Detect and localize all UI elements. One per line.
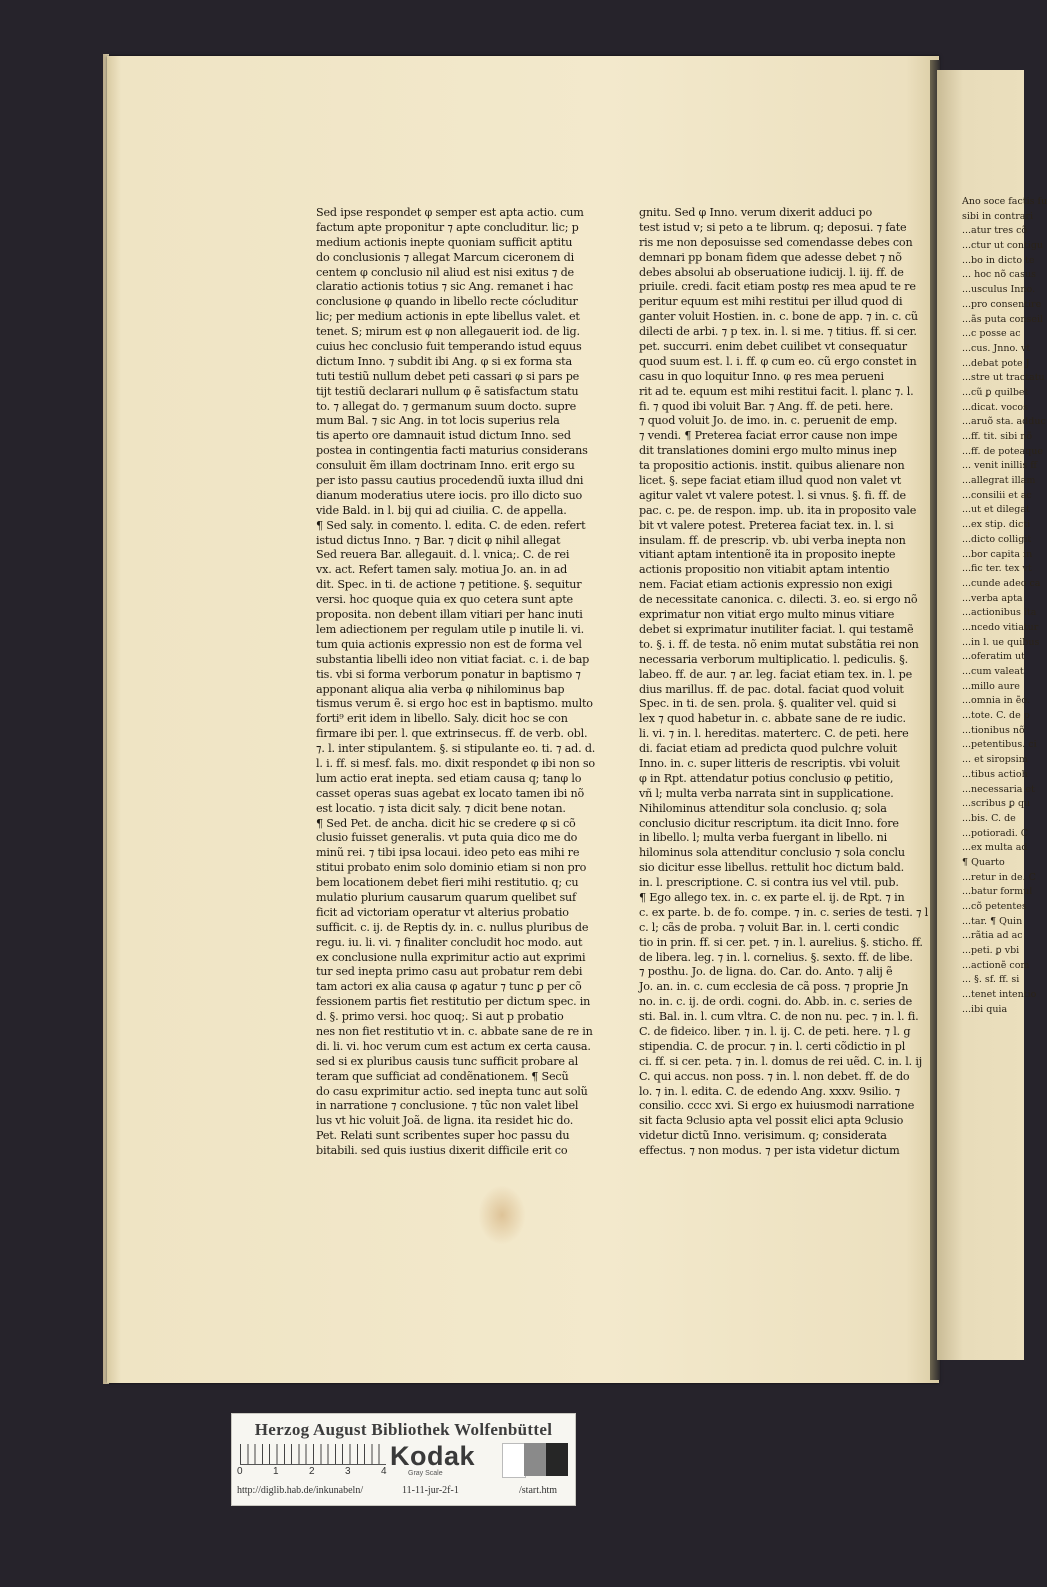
- text-line: lem adiectionem per regulam utile p inutile li. vi.: [316, 622, 584, 636]
- text-line: ...scribus ꝑ qu: [962, 798, 1031, 810]
- text-line: lic; per medium actionis in epte libellus valet. et: [316, 310, 580, 324]
- card-identifier: 11-11-jur-2f-1: [402, 1485, 459, 1496]
- ruler-scale: [240, 1444, 386, 1465]
- text-line: ...cũ ꝑ quilbet: [962, 386, 1029, 398]
- text-line: ...usculus Inno.: [962, 284, 1036, 296]
- ruler-number: 4: [381, 1466, 387, 1477]
- text-line: clusio fuisset generalis. vt puta quia dico me do: [316, 831, 578, 845]
- text-line: vitiant aptam intentionẽ ita in proposito inepte: [639, 548, 896, 562]
- text-line: medium actionis inepte quoniam sufficit aptitu: [316, 235, 573, 249]
- text-line: ...pro consentire: [962, 298, 1042, 310]
- text-line: minũ rei. ⁊ tibi ipsa locaui. ideo peto eas mihi re: [316, 846, 580, 860]
- text-line: demnari pp bonam fidem que adesse debet ⁊ nõ: [639, 250, 902, 264]
- text-line: conclusio dicitur rescriptum. ita dicit Inno. fore: [639, 816, 899, 830]
- text-line: φ in Rpt. attendatur potius conclusio φ petitio,: [639, 771, 894, 785]
- text-line: ...cõ petentes: [962, 901, 1027, 912]
- text-line: istud dictus Inno. ⁊ Bar. ⁊ dicit φ nihil allegat: [316, 533, 561, 547]
- text-line: necessaria verborum multiplicatio. l. pediculis. §.: [639, 652, 909, 666]
- text-line: stitui probato enim solo dominio etiam si non pro: [316, 861, 587, 875]
- text-line: ...cus. Jnno. vt: [962, 342, 1031, 354]
- text-line: ...rãtia ad ac: [962, 930, 1023, 942]
- text-line: ...potioradi. C: [962, 827, 1029, 839]
- text-line: tum quia actionis expressio non est de forma vel: [316, 637, 582, 651]
- text-line: ganter voluit Hostien. in. c. bone de app. ⁊ in. c. cũ: [639, 310, 918, 324]
- text-line: debes absolui ab obseruatione iudicij. l. iij. ff. de: [639, 265, 904, 279]
- text-line: ...cunde adeo ca: [962, 577, 1041, 589]
- text-line: ficit ad victoriam operatur vt alterius probatio: [316, 905, 569, 919]
- text-line: ...millo aure: [962, 680, 1020, 692]
- text-line: ...actionẽ com: [962, 959, 1030, 971]
- text-line: per isto passu cautius procedendũ iuxta illud dni: [316, 474, 584, 488]
- text-line: vide Bald. in l. bij qui ad ciuilia. C. de appella.: [316, 503, 567, 517]
- text-line: ex conclusione nulla exprimitur actio aut exprimi: [316, 950, 586, 964]
- text-line: pet. succurri. enim debet cuilibet vt consequatur: [639, 340, 907, 354]
- text-line: ...debat pote J: [962, 357, 1030, 369]
- text-line: ...tionibus nõ: [962, 724, 1025, 736]
- text-line: d. §. primo versi. hoc quoq;. Si aut p probatio: [316, 1010, 564, 1024]
- text-line: cuius hec conclusio fuit temperando istud equus: [316, 340, 582, 354]
- text-line: ...dicto colligit: [962, 533, 1032, 545]
- text-line: ...peti. ꝑ vbi: [962, 945, 1020, 957]
- gray-patch-dark: [546, 1443, 568, 1476]
- text-line: peritur equum est mihi restitui per illud quod di: [639, 295, 903, 309]
- text-line: ...tote. C. de p: [962, 710, 1030, 722]
- text-line: ...ncedo vitiatur: [962, 621, 1039, 633]
- text-line: in. l. prescriptione. C. si contra ius vel vtil. pub.: [639, 876, 899, 890]
- text-line: firmare ibi per. l. que extrinsecus. ff. de verb. obl.: [316, 727, 588, 741]
- text-line: ¶ Sed saly. in comento. l. edita. C. de eden. refert: [316, 518, 586, 532]
- text-line: ...ff. de poteaque: [962, 445, 1043, 457]
- text-line: ris me non deposuisse sed comendasse debes con: [639, 235, 913, 249]
- text-line: proposita. non debent illam vitiari per hanc inuti: [316, 608, 583, 622]
- text-line: l. i. ff. si mesf. fals. mo. dixit respondet φ ibi non so: [316, 756, 595, 770]
- card-start-label: /start.htm: [519, 1485, 558, 1496]
- text-line: versi. hoc quoque quia ex quo cetera sunt apte: [316, 593, 573, 607]
- text-line: C. qui accus. non poss. ⁊ in. l. non debet. ff. de do: [639, 1069, 910, 1083]
- text-line: claratio actionis totius ⁊ sic Ang. remanet i hac: [316, 280, 573, 294]
- text-line: ta propositio actionis. instit. quibus alienare non: [639, 459, 905, 473]
- text-line: est locatio. ⁊ ista dicit saly. ⁊ dicit bene notan.: [316, 801, 566, 815]
- text-line: sti. Bal. in. l. cum vltra. C. de non nu. pec. ⁊ in. l. fi.: [639, 1010, 919, 1024]
- text-line: ...aruõ sta. adduc: [962, 416, 1046, 428]
- text-line: ...necessaria et: [962, 783, 1035, 795]
- text-line: ...stre ut tractatu: [962, 372, 1045, 384]
- text-line: bitabili. sed quis iustius dixerit difficile erit co: [316, 1144, 568, 1158]
- facing-page-text: [962, 195, 1047, 1018]
- text-line: tis aperto ore damnauit istud dictum Inno. sed: [316, 429, 571, 443]
- text-line: ...ex multa ad: [962, 842, 1028, 854]
- text-line: sed si ex pluribus causis tunc sufficit probare al: [316, 1054, 579, 1068]
- text-line: vñ l; multa verba narrata sint in supplicatione.: [639, 786, 894, 800]
- text-line: do casu exprimitur actio. sed inepta tunc aut solũ: [316, 1084, 588, 1098]
- text-line: hilominus sola attenditur conclusio ⁊ sola conclu: [639, 846, 905, 860]
- text-line: ...batur formul: [962, 886, 1033, 898]
- text-line: c. ex parte. b. de fo. compe. ⁊ in. c. series de testi. ⁊ l: [639, 905, 929, 919]
- text-line: ...fic ter. tex vt: [962, 563, 1032, 575]
- text-line: videtur dictũ Inno. verisimum. q; considerata: [639, 1129, 887, 1143]
- text-line: ¶ Sed Pet. de ancha. dicit hic se credere φ si cõ: [316, 816, 576, 830]
- text-line: dit. Spec. in ti. de actione ⁊ petitione. §. sequitur: [316, 578, 582, 592]
- text-line: to. §. i. ff. de testa. nõ enim mutat substãtia rei non: [639, 637, 919, 651]
- text-line: ...retur in de. C: [962, 871, 1036, 883]
- gray-scale-label: Gray Scale: [408, 1470, 443, 1477]
- text-line: effectus. ⁊ non modus. ⁊ per ista videtur dictum: [639, 1144, 900, 1158]
- text-line: ⁊ vendi. ¶ Preterea faciat error cause non impe: [639, 429, 898, 443]
- text-line: postea in contingentia facti maturius considerans: [316, 444, 588, 458]
- text-line: Inno. in. c. super litteris de rescriptis. vbi voluit: [639, 756, 900, 770]
- text-line: ...in l. ue quibus: [962, 636, 1040, 648]
- text-line: ... venit inillis ff: [962, 460, 1038, 472]
- text-line: centem φ conclusio nil aliud est nisi exitus ⁊ de: [316, 265, 574, 279]
- text-line: c. l; cãs de proba. ⁊ voluit Bar. in. l. certi condic: [639, 920, 899, 934]
- text-line: de libera. leg. ⁊ in. l. cornelius. §. sexto. ff. de libe.: [639, 950, 913, 964]
- text-line: ...bis. C. de: [962, 812, 1016, 824]
- text-line: rit ad te. equum est mihi restitui facit. l. planc ⁊. l.: [639, 384, 914, 398]
- text-line: dius marillus. ff. de pac. dotal. faciat quod voluit: [639, 682, 904, 696]
- text-line: factum apte proponitur ⁊ apte concluditur. lic; p: [316, 220, 579, 234]
- text-line: casset operas suas agebat ex locato tamen ibi nõ: [316, 786, 585, 800]
- text-line: insulam. ff. de prescrip. vb. ubi verba inepta non: [639, 533, 906, 547]
- text-line: ...bor capita in: [962, 548, 1033, 560]
- text-line: conclusione φ quando in libello recte cócluditur: [316, 295, 578, 309]
- text-line: ¶ Quarto: [962, 856, 1005, 868]
- text-line: ...bo in dicto te: [962, 254, 1035, 266]
- text-line: ...actionibus ita: [962, 607, 1037, 619]
- text-line: ... §. sf. ff. si: [962, 974, 1020, 986]
- text-line: actionis propositio non vitiabit aptam intentio: [639, 563, 890, 577]
- text-line: sio dicitur esse libellus. rettulit hoc dictum bald.: [639, 861, 904, 875]
- text-line: ...allegrat illam: [962, 475, 1036, 487]
- text-line: ...ex stip. dicti: [962, 519, 1031, 531]
- text-line: gnitu. Sed φ Inno. verum dixerit adduci po: [639, 206, 873, 219]
- text-line: Sed reuera Bar. allegauit. d. l. vnica;. C. de rei: [316, 548, 570, 562]
- text-line: li. vi. ⁊ in. l. hereditas. materterc. C. de peti. here: [639, 727, 909, 741]
- gray-patch-mid: [524, 1443, 546, 1476]
- text-line: licet. §. sepe faciat etiam illud quod non valet vt: [639, 474, 901, 488]
- text-line: Spec. in ti. de sen. prola. §. qualiter vel. quid si: [639, 697, 897, 711]
- ruler-number: 2: [309, 1466, 315, 1477]
- text-line: di. faciat etiam ad predicta quod pulchre voluit: [639, 742, 898, 756]
- text-line: tam actori ex alia causa φ agatur ⁊ tunc ꝑ per cõ: [316, 980, 582, 994]
- text-line: ...omnia in ẽo.: [962, 695, 1030, 707]
- text-line: Nihilominus attenditur sola conclusio. q; sola: [639, 801, 887, 815]
- text-line: no. in. c. ij. de ordi. cogni. do. Abb. in. c. series de: [639, 995, 913, 1009]
- text-line: bit vt valere potest. Preterea faciat tex. in. l. si: [639, 518, 894, 532]
- text-line: bem locationem debet fieri mihi restitutio. q; cu: [316, 876, 579, 890]
- text-column-right: [639, 206, 929, 1159]
- text-line: tur sed inepta primo casu aut probatur rem debi: [316, 965, 583, 979]
- text-line: dianum moderatius utere iocis. pro illo dicto suo: [316, 488, 583, 502]
- text-line: dit translationes domini ergo multo minus inep: [639, 444, 897, 458]
- text-line: ...ãs puta conseil: [962, 313, 1044, 325]
- text-line: dilecti de arbi. ⁊ p tex. in. l. si me. ⁊ titius. ff. si cer.: [639, 325, 917, 339]
- text-line: ⁊. l. inter stipulantem. §. si stipulante eo. ti. ⁊ ad. d.: [316, 742, 596, 756]
- text-line: forti⁹ erit idem in libello. Saly. dicit hoc se con: [316, 712, 568, 726]
- text-line: tio in prin. ff. si cer. pet. ⁊ in. l. aurelius. §. sticho. ff.: [639, 935, 923, 949]
- ruler-numbers: [237, 1466, 397, 1480]
- card-url: http://diglib.hab.de/inkunabeln/: [237, 1485, 364, 1496]
- text-line: labeo. ff. de aur. ⁊ ar. leg. faciat etiam tex. in. l. pe: [639, 667, 913, 681]
- text-line: ...oferatim ut: [962, 651, 1025, 663]
- text-line: sufficit. c. ij. de Reptis dy. in. c. nullus pluribus de: [316, 920, 589, 934]
- text-line: debet si exprimatur inutiliter faciat. l. qui testamẽ: [639, 622, 914, 636]
- text-line: stipendia. C. de procur. ⁊ in. l. certi cõdictio in pl: [639, 1039, 906, 1053]
- text-line: in narratione ⁊ conclusione. ⁊ tũc non valet libel: [316, 1099, 579, 1113]
- text-line: nes non fiet restitutio vt in. c. abbate sane de re in: [316, 1024, 593, 1038]
- text-line: di. li. vi. hoc verum cum est actum ex certa causa.: [316, 1039, 591, 1053]
- text-line: ...ff. tit. sibi nõ: [962, 431, 1033, 442]
- text-line: do conclusionis ⁊ allegat Marcum ciceronem di: [316, 250, 574, 264]
- text-line: consilio. cccc xvi. Si ergo ex huiusmodi narratione: [639, 1099, 915, 1113]
- text-line: ...petentibus. ci: [962, 739, 1037, 751]
- text-line: sibi in contrari: [962, 210, 1033, 222]
- text-line: ... hoc nõ casus: [962, 269, 1036, 281]
- text-line: tenet. S; mirum est φ non allegauerit iod. de lig.: [316, 325, 580, 339]
- text-line: nem. Faciat etiam actionis expressio non exigi: [639, 578, 893, 592]
- text-line: ...ctur ut contigu: [962, 240, 1044, 252]
- text-line: lus vt hic voluit Joã. de ligna. ita residet hic do.: [316, 1114, 574, 1128]
- text-line: Sed ipse respondet φ semper est apta actio. cum: [316, 206, 584, 219]
- text-line: ...cum valeat: [962, 666, 1024, 677]
- text-line: ...tibus actioh: [962, 768, 1028, 780]
- text-line: pac. c. pe. de respon. imp. ub. ita in proposito vale: [639, 503, 917, 517]
- text-line: lo. ⁊ in. l. edita. C. de edendo Ang. xxxv. 9silio. ⁊: [639, 1084, 901, 1098]
- text-line: tismus verum ẽ. si ergo hoc est in baptismo. multo: [316, 697, 593, 711]
- ruler-number: 3: [345, 1466, 351, 1477]
- text-line: ...dicat. vocos: [962, 401, 1029, 413]
- text-line: exprimatur non vitiat ergo multo minus vitiare: [639, 608, 895, 622]
- text-line: dictum Inno. ⁊ subdit ibi Ang. φ si ex forma sta: [316, 354, 572, 368]
- text-line: ...ibi quia: [962, 1003, 1008, 1015]
- text-line: priuile. credi. facit etiam postφ res mea apud te re: [639, 280, 916, 294]
- text-line: C. de fideico. liber. ⁊ in. l. ij. C. de peti. here. ⁊ l. g: [639, 1024, 911, 1038]
- text-line: agitur valet vt valere potest. l. si vnus. §. fi. ff. de: [639, 488, 906, 502]
- gray-scale-patches: [502, 1443, 568, 1476]
- ruler-number: 1: [273, 1466, 279, 1477]
- text-line: Pet. Relati sunt scribentes super hoc passu du: [316, 1129, 570, 1143]
- text-line: apponant aliqua alia verba φ nihilominus bap: [316, 682, 565, 696]
- text-line: substantia libelli ideo non vitiat faciat. c. i. de bap: [316, 652, 590, 666]
- text-column-left: [316, 206, 598, 1159]
- text-line: to. ⁊ allegat do. ⁊ germanum suum docto. supre: [316, 399, 577, 413]
- text-line: ¶ Ego allego tex. in. c. ex parte el. ij. de Rpt. ⁊ in: [639, 890, 905, 904]
- text-line: Ano soce factis fu: [962, 196, 1047, 207]
- text-line: ...verba apta: [962, 592, 1023, 604]
- text-line: lex ⁊ quod habetur in. c. abbate sane de re iudic.: [639, 712, 906, 726]
- text-line: ...tenet intentio: [962, 989, 1037, 1001]
- text-line: ...tar. ¶ Quin: [962, 915, 1023, 927]
- text-line: fessionem partis fiet restitutio per dictum spec. in: [316, 995, 591, 1009]
- text-line: in libello. l; multa verba fuergant in libello. ni: [639, 831, 888, 845]
- library-color-card: [231, 1413, 576, 1506]
- text-line: quod suum est. l. i. ff. φ cum eo. cũ ergo constet in: [639, 354, 917, 368]
- text-line: ...atur tres cõ: [962, 225, 1028, 237]
- text-line: ci. ff. si cer. peta. ⁊ in. l. domus de rei uẽd. C. in. l. ij: [639, 1054, 922, 1068]
- ruler-number: 0: [237, 1466, 243, 1477]
- text-line: vx. act. Refert tamen saly. motiua Jo. an. in ad: [316, 563, 568, 577]
- text-line: ...consilii et ac: [962, 489, 1032, 501]
- text-line: tijt testiũ declarari nullum φ ẽ satisfactum statu: [316, 384, 579, 398]
- text-line: mulatio plurium causarum quarum quelibet suf: [316, 890, 576, 904]
- text-line: Jo. an. in. c. cum ecclesia de cã poss. ⁊ proprie Jn: [639, 980, 909, 994]
- card-title: Herzog August Bibliothek Wolfenbüttel: [254, 1420, 553, 1439]
- text-line: fi. ⁊ quod ibi voluit Bar. ⁊ Ang. ff. de peti. here.: [639, 399, 894, 413]
- text-line: ... et siropsim: [962, 754, 1028, 766]
- text-line: ...c posse ac: [962, 328, 1021, 340]
- paper-stain: [478, 1185, 526, 1245]
- text-line: lum actio erat inepta. sed etiam causa q; tanφ lo: [316, 771, 582, 785]
- text-line: mum Bal. ⁊ sic Ang. in tot locis superius rela: [316, 414, 560, 428]
- text-line: tis. vbi si forma verborum ponatur in baptismo ⁊: [316, 667, 581, 681]
- text-line: ⁊ quod voluit Jo. de imo. in. c. peruenit de emp.: [639, 414, 898, 428]
- text-line: ...ut et dilegat: [962, 504, 1030, 516]
- text-line: tuti testiũ nullum debet peti cassari φ si pars pe: [316, 369, 580, 383]
- kodak-logo: Kodak: [390, 1441, 476, 1471]
- text-line: ⁊ posthu. Jo. de ligna. do. Car. do. Anto. ⁊ alij ẽ: [639, 965, 893, 979]
- text-line: sit facta 9clusio apta vel possit elici apta 9clusio: [639, 1114, 904, 1128]
- text-line: casu in quo loquitur Inno. φ res mea perueni: [639, 369, 884, 383]
- text-line: de necessitate canonica. c. dilecti. 3. eo. si ergo nõ: [639, 593, 918, 607]
- text-line: teram que sufficiat ad condẽnationem. ¶ Secũ: [316, 1069, 569, 1083]
- gray-patch-white: [502, 1443, 526, 1478]
- text-line: regu. iu. li. vi. ⁊ finaliter concludit hoc modo. aut: [316, 935, 583, 949]
- text-line: test istud v; si peto a te librum. q; deposui. ⁊ fate: [639, 220, 907, 234]
- text-line: consuluit ẽm illam doctrinam Inno. erit ergo su: [316, 459, 575, 473]
